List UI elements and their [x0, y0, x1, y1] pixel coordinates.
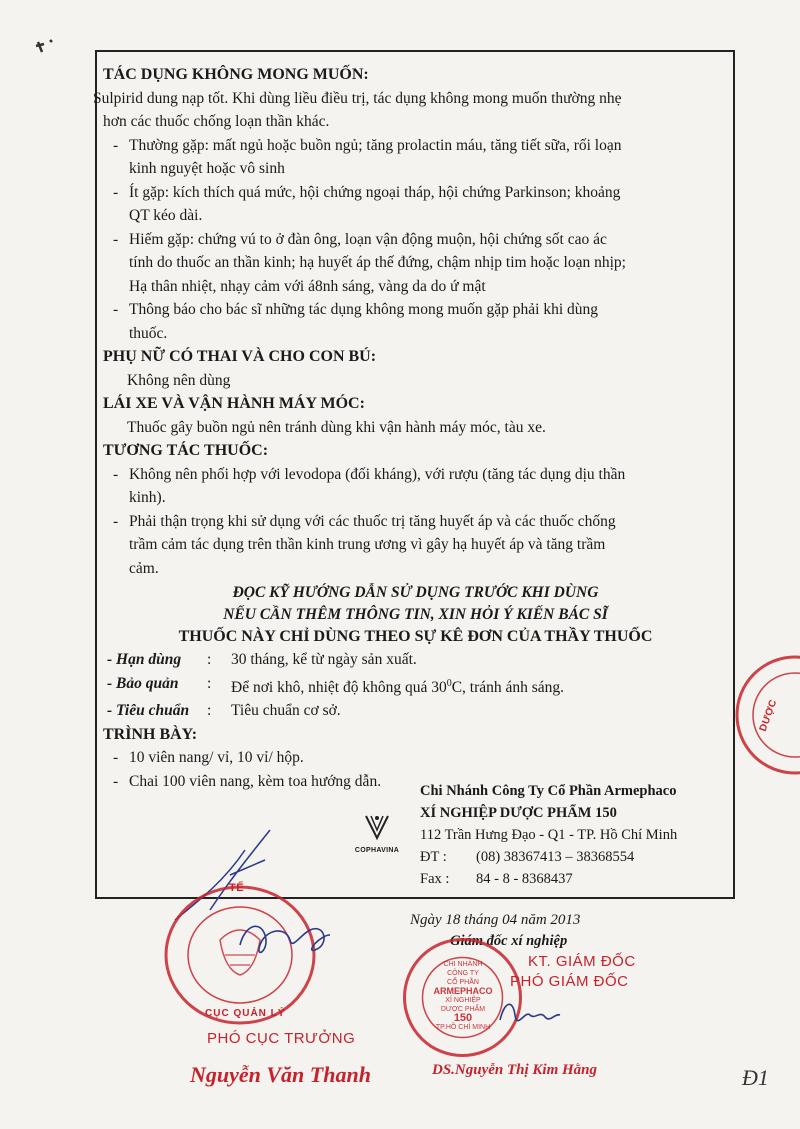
spec-label: - Hạn dùng — [107, 651, 182, 668]
stamp-line: 150 — [453, 1012, 473, 1024]
deputy-signature — [495, 995, 565, 1035]
bureau-title: PHÓ CỤC TRƯỞNG — [207, 1030, 356, 1047]
storage-text-end: C, tránh ánh sáng. — [451, 678, 565, 696]
side-effect-item — [103, 181, 728, 228]
presentation-heading: TRÌNH BÀY: — [103, 725, 198, 743]
stamp-line: CỔ PHẦN — [447, 979, 479, 986]
interaction-item — [103, 463, 728, 510]
logo-mark-icon — [364, 812, 390, 842]
warning-read: ĐỌC KỸ HƯỚNG DẪN SỬ DỤNG TRƯỚC KHI DÙNG — [232, 584, 599, 601]
side-effect-line: Hạ thân nhiệt, nhạy cảm với á8nh sáng, vàng da do ứ mật — [129, 277, 486, 295]
deputy-signer-name: DS.Nguyễn Thị Kim Hằng — [432, 1062, 598, 1078]
company-logo — [352, 812, 402, 857]
spec-colon: : — [207, 674, 212, 692]
interaction-item — [103, 510, 728, 581]
storage-text: Để nơi khô, nhiệt độ không quá 30 — [231, 678, 447, 696]
stamp-line: ARMEPHACO — [433, 986, 493, 996]
interaction-line: cảm. — [129, 559, 159, 577]
warning-ask: NẾU CẦN THÊM THÔNG TIN, XIN HỎI Ý KIẾN BÁC SĨ — [223, 606, 608, 623]
side-effect-line: - Hiếm gặp: chứng vú to ở đàn ông, loạn vận động muộn, hội chứng sốt cao ác — [129, 230, 607, 248]
spec-shelf-life — [103, 648, 728, 672]
company-line2: XÍ NGHIỆP DƯỢC PHẨM 150 — [420, 805, 617, 821]
side-effect-item — [103, 134, 728, 181]
degree-sup: 0 — [446, 677, 452, 689]
driving-text: Thuốc gây buồn ngủ nên tránh dùng khi vận hành máy móc, tàu xe. — [127, 418, 546, 436]
sign-date: Ngày 18 tháng 04 năm 2013 — [410, 912, 581, 928]
corner-mark — [30, 30, 70, 60]
deputy-title: PHÓ GIÁM ĐỐC — [510, 973, 629, 990]
bureau-signer-name: Nguyễn Văn Thanh — [190, 1062, 371, 1087]
side-effect-line: - Thường gặp: mất ngủ hoặc buồn ngủ; tăng prolactin máu, tăng tiết sữa, rối loạn — [129, 136, 622, 154]
stamp-left-bottom: CỤC QUẢN LÝ — [205, 1008, 286, 1019]
company-address: 112 Trần Hưng Đạo - Q1 - TP. Hồ Chí Minh — [420, 827, 678, 843]
side-effect-line: tính do thuốc an thần kinh; hạ huyết áp thế đứng, chậm nhịp tim hoặc loạn nhịp; — [129, 254, 626, 271]
fax-value: 84 - 8 - 8368437 — [476, 871, 573, 887]
stamp-line: XÍ NGHIỆP — [445, 997, 481, 1004]
interactions-heading: TƯƠNG TÁC THUỐC: — [103, 442, 269, 459]
logo-text: COPHAVINA — [354, 847, 400, 854]
side-effects-intro-1: Sulpirid dung nạp tốt. Khi dùng liều điều trị, tác dụng không mong muốn thường nhẹ — [93, 89, 622, 107]
interaction-line: trầm cảm tác dụng trên thần kinh trung ương vì gây hạ huyết áp và tăng trầm — [129, 536, 606, 553]
interaction-line: - Phải thận trọng khi sử dụng với các thuốc trị tăng huyết áp và các thuốc chống — [129, 512, 616, 530]
spec-value: Tiêu chuẩn cơ sở. — [231, 702, 341, 720]
stamp-line: DƯỢC PHẨM — [440, 1006, 486, 1013]
spec-value — [231, 672, 728, 700]
side-effect-item — [103, 228, 728, 299]
pregnancy-text: Không nên dùng — [127, 371, 231, 389]
interaction-line: kinh). — [129, 489, 166, 506]
document-body — [93, 63, 728, 793]
driving-heading: LÁI XE VÀ VẬN HÀNH MÁY MÓC: — [103, 395, 365, 412]
fax-label: Fax : — [420, 871, 450, 887]
kt-title: KT. GIÁM ĐỐC — [528, 953, 636, 970]
company-block — [420, 780, 720, 890]
company-stamp-text — [430, 960, 496, 1032]
side-effect-line: kinh nguyệt hoặc vô sinh — [129, 160, 285, 177]
side-effects-heading: TÁC DỤNG KHÔNG MONG MUỐN: — [103, 66, 369, 83]
spec-value: 30 tháng, kể từ ngày sản xuất. — [231, 651, 417, 668]
stamp-line: CHI NHÁNH — [443, 961, 483, 968]
side-effect-line: - Thông báo cho bác sĩ những tác dụng không mong muốn gặp phải khi dùng — [129, 301, 599, 318]
spec-label: - Tiêu chuẩn — [107, 702, 190, 720]
warning-prescription: THUỐC NÀY CHỈ DÙNG THEO SỰ KÊ ĐƠN CỦA THẦY THUỐC — [178, 628, 653, 645]
spec-colon: : — [207, 702, 212, 720]
company-line1: Chi Nhánh Công Ty Cổ Phần Armephaco — [420, 783, 677, 799]
stamp-line: TP.HỒ CHÍ MINH — [435, 1024, 491, 1031]
pregnancy-heading: PHỤ NỮ CÓ THAI VÀ CHO CON BÚ: — [103, 348, 377, 365]
edge-stamp-text: DƯỢC — [757, 697, 780, 734]
spec-label: - Bảo quản — [107, 674, 179, 692]
phone-label: ĐT : — [420, 849, 447, 865]
phone-value: (08) 38367413 – 38368554 — [476, 849, 635, 865]
stamp-line: CÔNG TY — [447, 970, 479, 977]
side-effect-line: thuốc. — [129, 324, 168, 342]
spec-colon: : — [207, 651, 212, 668]
presentation-item: - 10 viên nang/ vỉ, 10 vỉ/ hộp. — [103, 746, 728, 770]
margin-note: Đ1 — [742, 1065, 769, 1090]
presentation-item: - Chai 100 viên nang, kèm toa hướng dẫn. — [103, 770, 728, 794]
side-effect-item — [103, 298, 728, 345]
company-fax — [420, 868, 720, 890]
side-effect-line: - Ít gặp: kích thích quá mức, hội chứng ngoại tháp, hội chứng Parkinson; khoảng — [129, 183, 621, 201]
spec-storage — [103, 672, 728, 700]
company-phone — [420, 846, 720, 868]
interaction-line: - Không nên phối hợp với levodopa (đối kháng), với rượu (tăng tác dụng dịu thần — [129, 465, 626, 483]
spec-standard — [103, 699, 728, 723]
side-effect-line: QT kéo dài. — [129, 207, 203, 224]
stamp-left-top: TẾ — [229, 882, 245, 894]
bureau-signature — [230, 905, 340, 975]
director-title: Giám đốc xí nghiệp — [450, 933, 568, 949]
side-effects-intro-2: hơn các thuốc chống loạn thần khác. — [103, 113, 330, 130]
